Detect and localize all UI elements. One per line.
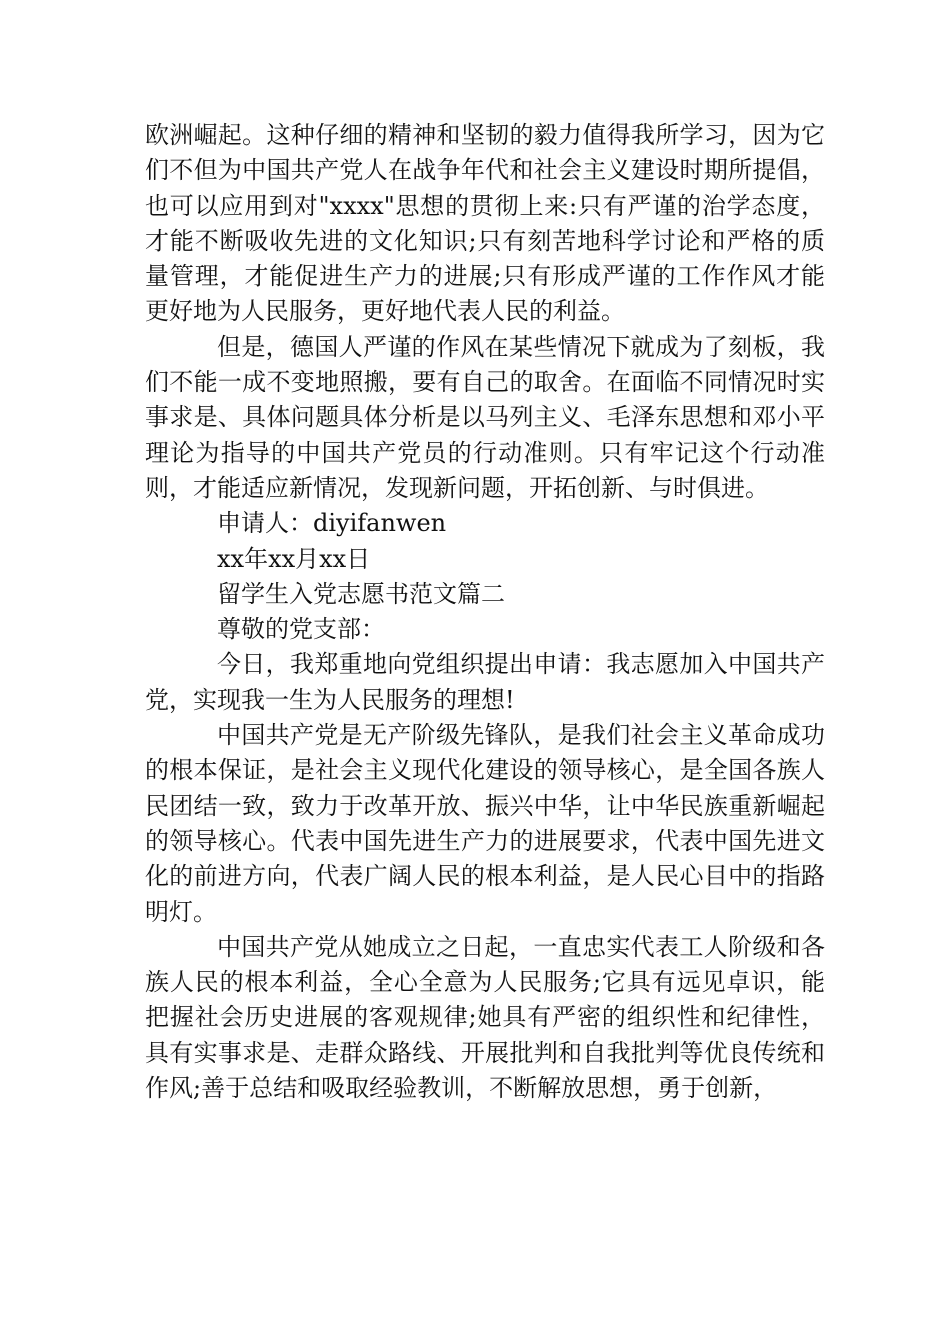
salutation: 尊敬的党支部： [217,615,385,644]
paragraph: 欧洲崛起。这种仔细的精神和坚韧的毅力值得我所学习，因为它们不但为中国共产党人在战争年代和社会主义建设时期所提倡，也可以应用到对"xxxx"思想的贯彻上来:只有严谨的治学态度，才能不断吸收先进的文化知识;只有刻苦地科学讨论和严格的质量管理，才能促进生产力的进展;只有形成严谨的工作作风才能更好地为人民服务，更好地代表人民的利益。 [145,121,825,326]
paragraph: 今日，我郑重地向党组织提出申请：我志愿加入中国共产党，实现我一生为人民服务的理想! [145,650,825,714]
paragraph: 中国共产党从她成立之日起，一直忠实代表工人阶级和各族人民的根本利益，全心全意为人民服务;它具有远见卓识，能把握社会历史进展的客观规律;她具有严密的组织性和纪律性，具有实事求是、走群众路线、开展批判和自我批判等优良传统和作风;善于总结和吸取经验教训，不断解放思想，勇于创新， [145,932,825,1103]
date-line: xx年xx月xx日 [217,544,371,573]
document-body [145,118,825,1106]
section-title: 留学生入党志愿书范文篇二 [217,579,505,608]
paragraph: 但是，德国人严谨的作风在某些情况下就成为了刻板，我们不能一成不变地照搬，要有自己的取舍。在面临不同情况时实事求是、具体问题具体分析是以马列主义、毛泽东思想和邓小平理论为指导的中国共产党员的行动准则。只有牢记这个行动准则，才能适应新情况，发现新问题，开拓创新、与时俱进。 [145,332,825,502]
applicant-line: 申请人：diyifanwen [217,509,447,538]
paragraph: 中国共产党是无产阶级先锋队，是我们社会主义革命成功的根本保证，是社会主义现代化建设的领导核心，是全国各族人民团结一致，致力于改革开放、振兴中华，让中华民族重新崛起的领导核心。代表中国先进生产力的进展要求，代表中国先进文化的前进方向，代表广阔人民的根本利益，是人民心目中的指路明灯。 [145,721,825,926]
